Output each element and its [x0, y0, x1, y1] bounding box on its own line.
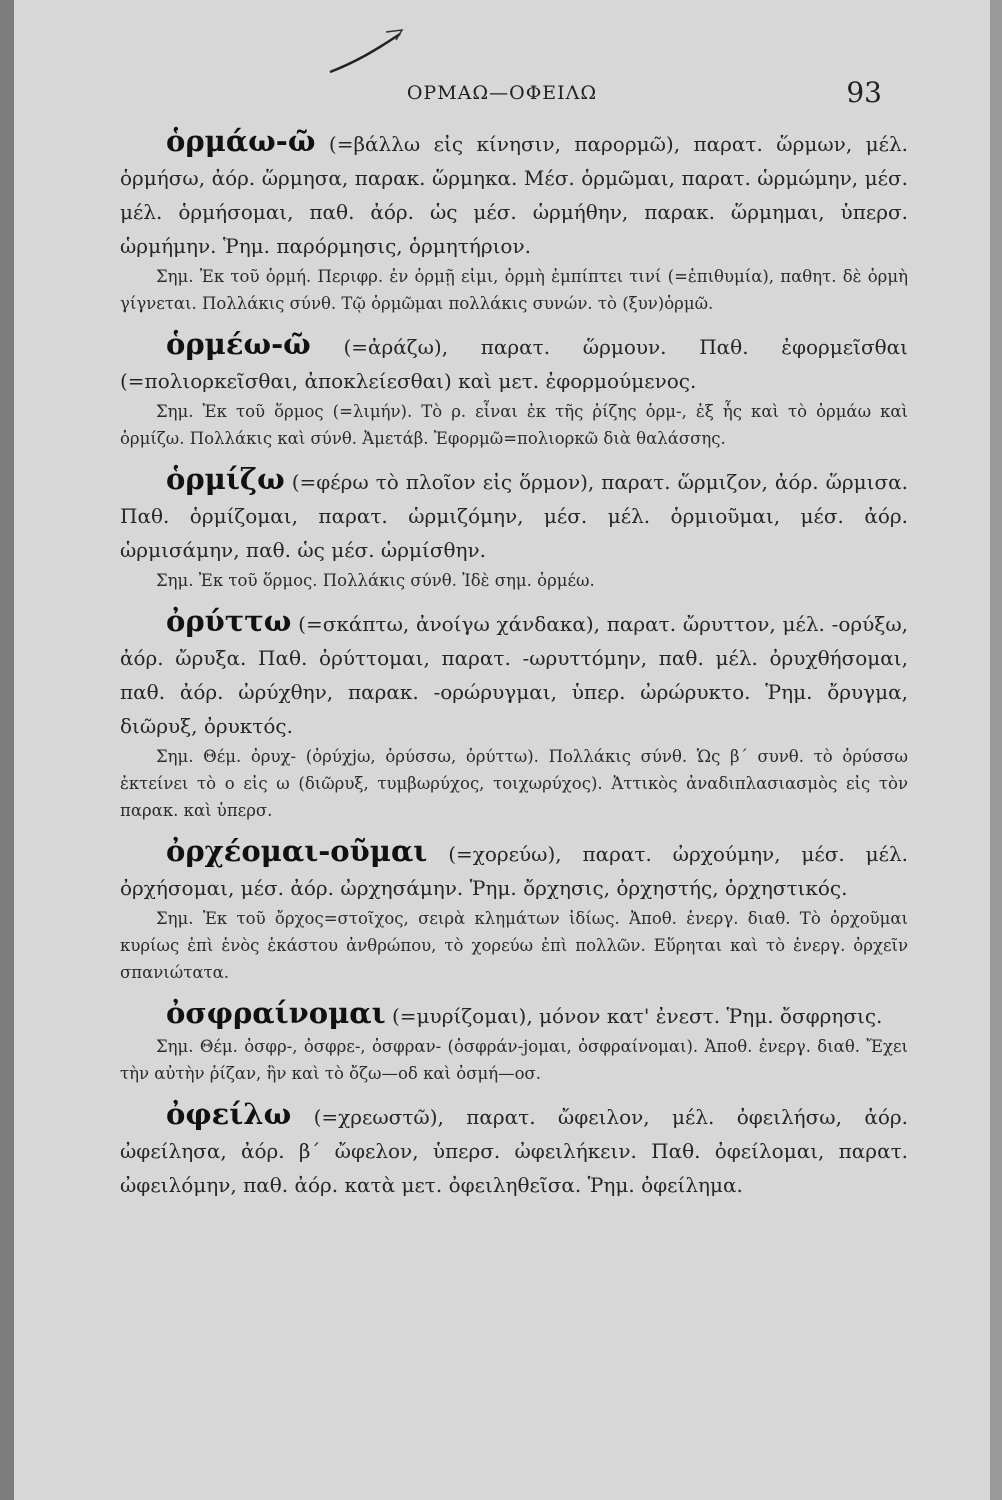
- entry-body: [120, 996, 908, 1033]
- headword: ὁρμάω-ῶ: [166, 124, 316, 158]
- entry-body: [120, 1097, 908, 1202]
- dictionary-entry: [120, 1097, 908, 1202]
- entry-note: Σημ. Θέμ. ὀρυχ- (ὀρύχjω, ὀρύσσω, ὀρύττω). Πολλάκις σύνθ. Ὡς β΄ συνθ. τὸ ὀρύσσω ἐκτείνει τὸ ο εἰς ω (διῶρυξ, τυμβωρύχος, τοιχωρύχος). Ἀττικὸς ἀναδιπλασιασμὸς εἰς τὸν παρακ. καὶ ὑπερσ.: [120, 747, 908, 820]
- dictionary-entry: [120, 462, 908, 594]
- dictionary-entry: [120, 996, 908, 1087]
- definition-text: (=χρεωστῶ), παρατ. ὤφειλον, μέλ. ὀφειλήσω, ἀόρ. ὠφείλησα, ἀόρ. β΄ ὤφελον, ὑπερσ. ὠφειλήκειν. Παθ. ὀφείλομαι, παρατ. ὠφειλόμην, παθ. ἀόρ. κατὰ μετ. ὀφειληθεῖσα. Ῥημ. ὀφείλημα.: [120, 1105, 908, 1197]
- headword: ὀρύττω: [166, 604, 292, 638]
- definition-text: (=μυρίζομαι), μόνον κατ' ἐνεστ. Ῥημ. ὄσφρησις.: [392, 1004, 883, 1028]
- running-title: ΟΡΜΑΩ—ΟΦΕΙΛΩ: [406, 82, 598, 104]
- entry-note: Σημ. Ἐκ τοῦ ὄρχος=στοῖχος, σειρὰ κλημάτων ἰδίως. Ἀποθ. ἐνεργ. διαθ. Τὸ ὀρχοῦμαι κυρίως ἐπὶ ἑνὸς ἑκάστου ἀνθρώπου, τὸ χορεύω ἐπὶ πολλῶν. Εὕρηται καὶ τὸ ἐνεργ. ὀρχεῖν σπανιώτατα.: [120, 909, 908, 982]
- headword: ὀσφραίνομαι: [166, 996, 386, 1030]
- entry-body: [120, 462, 908, 567]
- dictionary-entries: [120, 124, 908, 1206]
- headword: ὀρχέομαι-οῦμαι: [166, 834, 428, 868]
- dictionary-entry: [120, 834, 908, 986]
- dictionary-entry: [120, 327, 908, 452]
- entry-body: [120, 834, 908, 905]
- entry-note: Σημ. Ἐκ τοῦ ὅρμος (=λιμήν). Τὸ ρ. εἶναι ἐκ τῆς ῥίζης ὁρμ-, ἐξ ἧς καὶ τὸ ὁρμάω καὶ ὁρμίζω. Πολλάκις καὶ σύνθ. Ἀμετάβ. Ἐφορμῶ=πολιορκῶ διὰ θαλάσσης.: [120, 402, 908, 448]
- headword: ὁρμέω-ῶ: [166, 327, 311, 361]
- definition-text: (=βάλλω εἰς κίνησιν, παρορμῶ), παρατ. ὥρμων, μέλ. ὁρμήσω, ἀόρ. ὥρμησα, παρακ. ὥρμηκα. Μέσ. ὁρμῶμαι, παρατ. ὡρμώμην, μέσ. μέλ. ὁρμήσομαι, παθ. ἀόρ. ὡς μέσ. ὡρμήθην, παρακ. ὥρμημαι, ὑπερσ. ὡρμήμην. Ῥημ. παρόρμησις, ὁρμητήριον.: [120, 132, 909, 258]
- entry-body: [120, 327, 908, 398]
- page-header: [14, 76, 990, 112]
- entry-note: Σημ. Θέμ. ὀσφρ-, ὀσφρε-, ὀσφραν- (ὀσφράν-jομαι, ὀσφραίνομαι). Ἀποθ. ἐνεργ. διαθ. Ἔχει τὴν αὐτὴν ῥίζαν, ἣν καὶ τὸ ὄζω—οδ καὶ ὀσμή—οσ.: [120, 1037, 908, 1083]
- dictionary-entry: [120, 124, 908, 317]
- definition-text: (=φέρω τὸ πλοῖον εἰς ὅρμον), παρατ. ὥρμιζον, ἀόρ. ὥρμισα. Παθ. ὁρμίζομαι, παρατ. ὡρμιζόμην, μέσ. μέλ. ὁρμιοῦμαι, μέσ. ἀόρ. ὡρμισάμην, παθ. ὡς μέσ. ὡρμίσθην.: [120, 470, 908, 562]
- headword: ὁρμίζω: [166, 462, 285, 496]
- dictionary-entry: [120, 604, 908, 824]
- entry-note: Σημ. Ἐκ τοῦ ὁρμή. Περιφρ. ἐν ὁρμῇ εἰμι, ὁρμὴ ἐμπίπτει τινί (=ἐπιθυμία), παθητ. δὲ ὁρμὴ γίγνεται. Πολλάκις σύνθ. Τῷ ὁρμῶμαι πολλάκις συνών. τὸ (ξυν)ὁρμῶ.: [120, 267, 908, 313]
- entry-body: [120, 604, 908, 743]
- definition-text: (=σκάπτω, ἀνοίγω χάνδακα), παρατ. ὤρυττον, μέλ. -ορύξω, ἀόρ. ὤρυξα. Παθ. ὀρύττομαι, παρατ. -ωρυττόμην, παθ. μέλ. ὀρυχθήσομαι, παθ. ἀόρ. ὠρύχθην, παρακ. -ορώρυγμαι, ὑπερ. ὠρώρυκτο. Ῥημ. ὄρυγμα, διῶρυξ, ὀρυκτός.: [120, 612, 909, 738]
- definition-text: (=χορεύω), παρατ. ὠρχούμην, μέσ. μέλ. ὀρχήσομαι, μέσ. ἀόρ. ὠρχησάμην. Ῥημ. ὄρχησις, ὀρχηστής, ὀρχηστικός.: [120, 842, 909, 900]
- entry-note: Σημ. Ἐκ τοῦ ὅρμος. Πολλάκις σύνθ. Ἰδὲ σημ. ὁρμέω.: [156, 571, 595, 590]
- page-number: 93: [846, 76, 882, 109]
- pen-mark: [326, 28, 406, 78]
- entry-body: [120, 124, 908, 263]
- definition-text: (=ἀράζω), παρατ. ὥρμουν. Παθ. ἐφορμεῖσθαι (=πολιορκεῖσθαι, ἀποκλείεσθαι) καὶ μετ. ἐφορμούμενος.: [120, 335, 909, 393]
- headword: ὀφείλω: [166, 1097, 292, 1131]
